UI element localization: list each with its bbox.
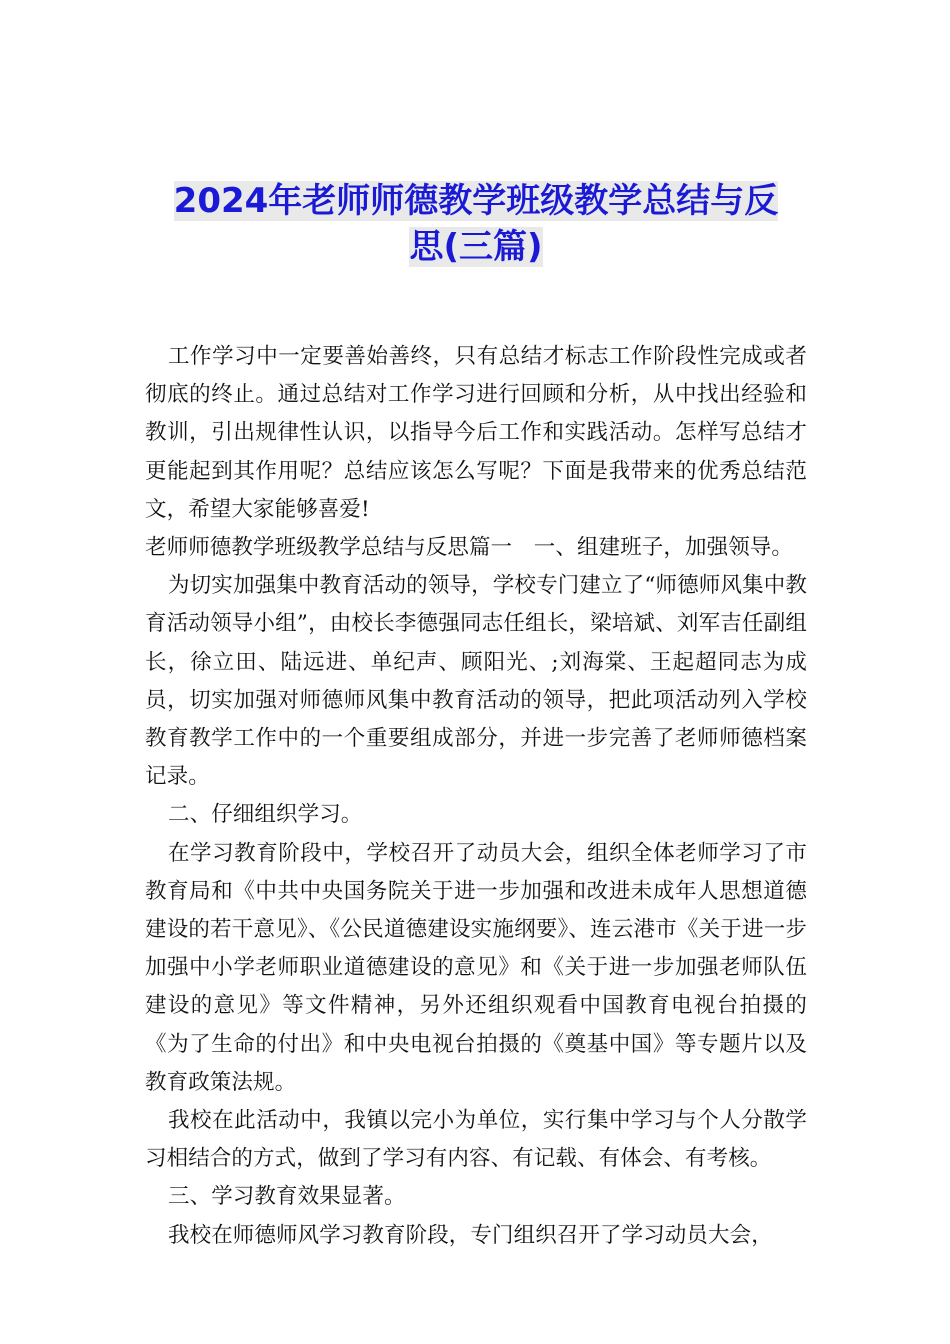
paragraph-method: 我校在此活动中，我镇以完小为单位，实行集中学习与个人分散学习相结合的方式，做到了学习有内容、有记载、有体会、有考核。 [145, 1108, 807, 1172]
paragraph-study: 在学习教育阶段中，学校召开了动员大会，组织全体老师学习了市教育局和《中共中央国务院关于进一步加强和改进未成年人思想道德建设的若干意见》、《公民道德建设实施纲要》、连云港市《关于进一步加强中小学老师职业道德建设的意见》和《关于进一步加强老师队伍建设的意见》等文件精神，另外还组织观看中国教育电视台拍摄的《为了生命的付出》和中央电视台拍摄的《奠基中国》等专题片以及教育政策法规。 [145, 840, 807, 1095]
document-title [145, 178, 807, 270]
title-line-2: 思(三篇) [409, 227, 543, 267]
paragraph-effect: 我校在师德师风学习教育阶段，专门组织召开了学习动员大会， [168, 1222, 773, 1248]
document-page [145, 178, 807, 1255]
paragraph-intro: 工作学习中一定要善始善终，只有总结才标志工作阶段性完成或者彻底的终止。通过总结对工作学习进行回顾和分析，从中找出经验和教训，引出规律性认识，以指导今后工作和实践活动。怎样写总结才更能起到其作用呢？总结应该怎么写呢？下面是我带来的优秀总结范文，希望大家能够喜爱! [145, 344, 807, 522]
title-line-1: 2024年老师师德教学班级教学总结与反 [173, 181, 779, 221]
document-body [145, 338, 807, 1255]
paragraph-leadership: 为切实加强集中教育活动的领导，学校专门建立了“师德师风集中教育活动领导小组”，由校长李德强同志任组长，梁培斌、刘军吉任副组长，徐立田、陆远进、单纪声、顾阳光、;刘海棠、王起超同志为成员，切实加强对师德师风集中教育活动的领导，把此项活动列入学校教育教学工作中的一个重要组成部分，并进一步完善了老师师德档案记录。 [145, 573, 807, 790]
section-heading-2: 二、仔细组织学习。 [168, 802, 363, 828]
section-heading-1: 老师师德教学班级教学总结与反思篇一 一、组建班子，加强领导。 [145, 535, 794, 561]
section-heading-3: 三、学习教育效果显著。 [168, 1184, 406, 1210]
